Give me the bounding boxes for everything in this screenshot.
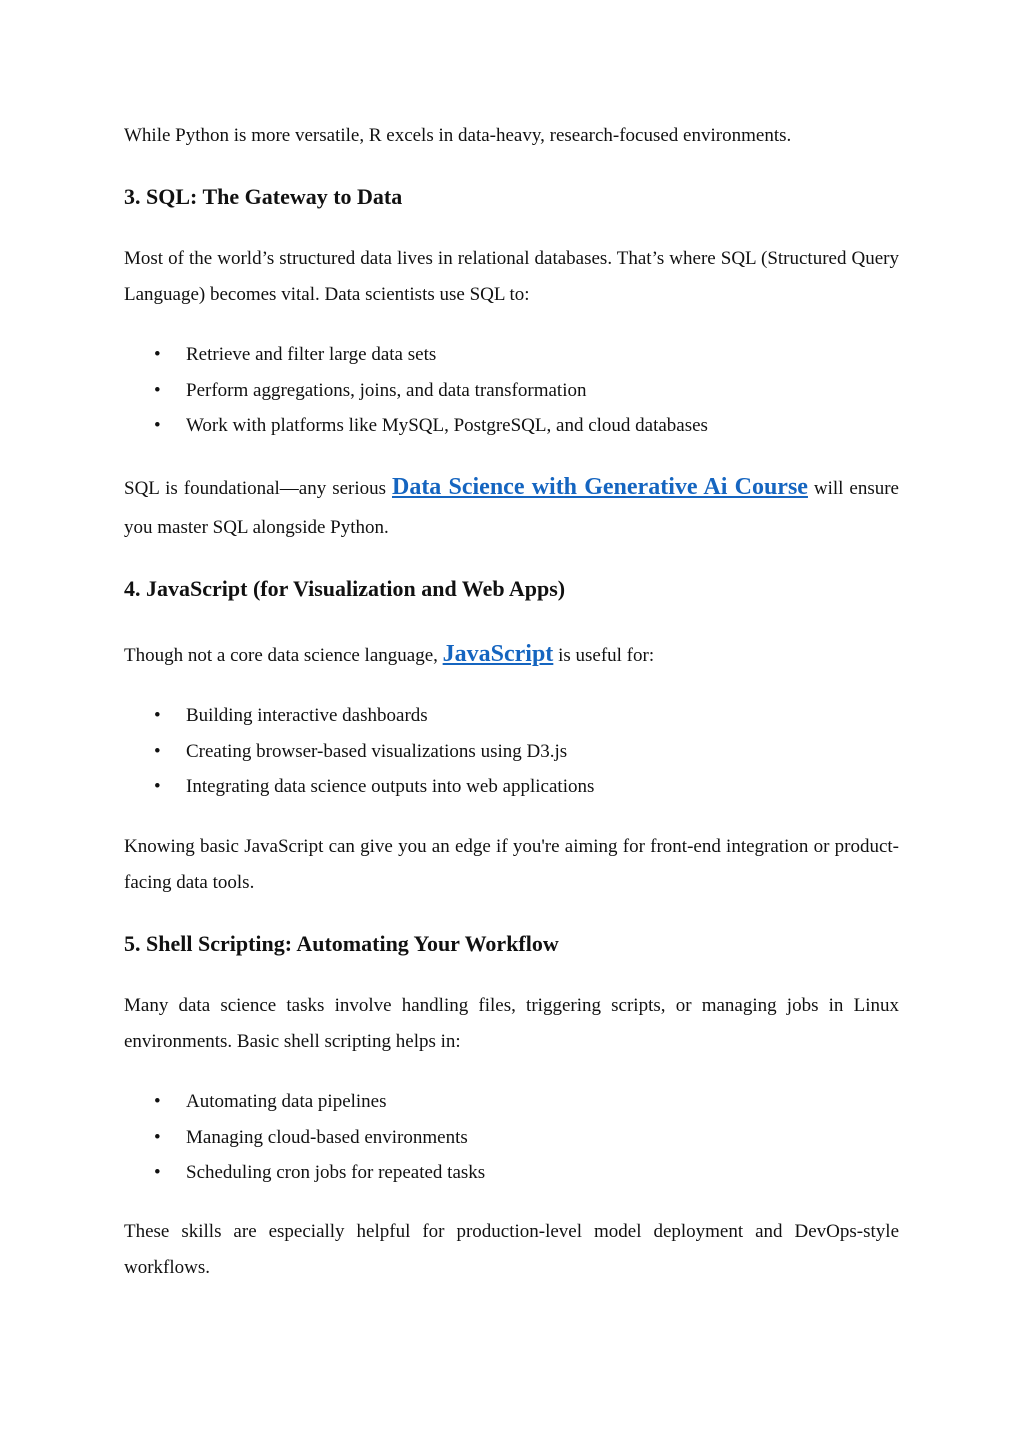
shell-list [124,1084,899,1191]
list-item: • Perform aggregations, joins, and data transformation [124,373,899,409]
bullet-icon: • [154,1162,161,1183]
course-link[interactable]: Data Science with Generative Ai Course [391,474,808,500]
bullet-icon: • [154,776,161,797]
js-closing-paragraph: Knowing basic JavaScript can give you an edge if you're aiming for front-end integration or product-facing data tools. [124,836,899,893]
sql-paragraph: Most of the world’s structured data lives in relational databases. That’s where SQL (Structured Query Language) becomes vital. Data scientists use SQL to: [124,248,899,305]
shell-paragraph: Many data science tasks involve handling files, triggering scripts, or managing jobs in Linux environments. Basic shell scripting helps in: [124,995,899,1052]
js-list [124,698,899,805]
bullet-icon: • [154,1091,161,1112]
list-item: • Creating browser-based visualizations using D3.js [124,734,899,770]
shell-closing-paragraph: These skills are especially helpful for production-level model deployment and DevOps-style workflows. [124,1221,899,1278]
list-item: • Automating data pipelines [124,1084,899,1120]
bullet-icon: • [154,705,161,726]
js-paragraph: Though not a core data science language, JavaScript is useful for: [124,641,655,667]
bullet-icon: • [154,740,161,762]
bullet-icon: • [154,1126,161,1148]
bullet-icon: • [154,415,161,436]
intro-paragraph: While Python is more versatile, R excels in data-heavy, research-focused environments. [124,125,792,146]
sql-closing-paragraph: SQL is foundational—any serious Data Science with Generative Ai Course will ensure you master SQL alongside Python. [124,474,899,538]
bullet-icon: • [154,379,161,401]
list-item: • Scheduling cron jobs for repeated tasks [124,1155,899,1191]
javascript-link[interactable]: JavaScript [442,641,554,667]
bullet-icon: • [154,344,161,365]
list-item: • Managing cloud-based environments [124,1120,899,1156]
list-item: • Building interactive dashboards [124,698,899,734]
shell-heading: 5. Shell Scripting: Automating Your Workflow [124,931,559,956]
list-item: • Work with platforms like MySQL, PostgreSQL, and cloud databases [124,408,899,444]
js-heading: 4. JavaScript (for Visualization and Web Apps) [124,576,566,601]
list-item: • Integrating data science outputs into web applications [124,769,899,805]
list-item: • Retrieve and filter large data sets [124,337,899,373]
sql-heading: 3. SQL: The Gateway to Data [124,184,403,209]
sql-list [124,337,899,444]
